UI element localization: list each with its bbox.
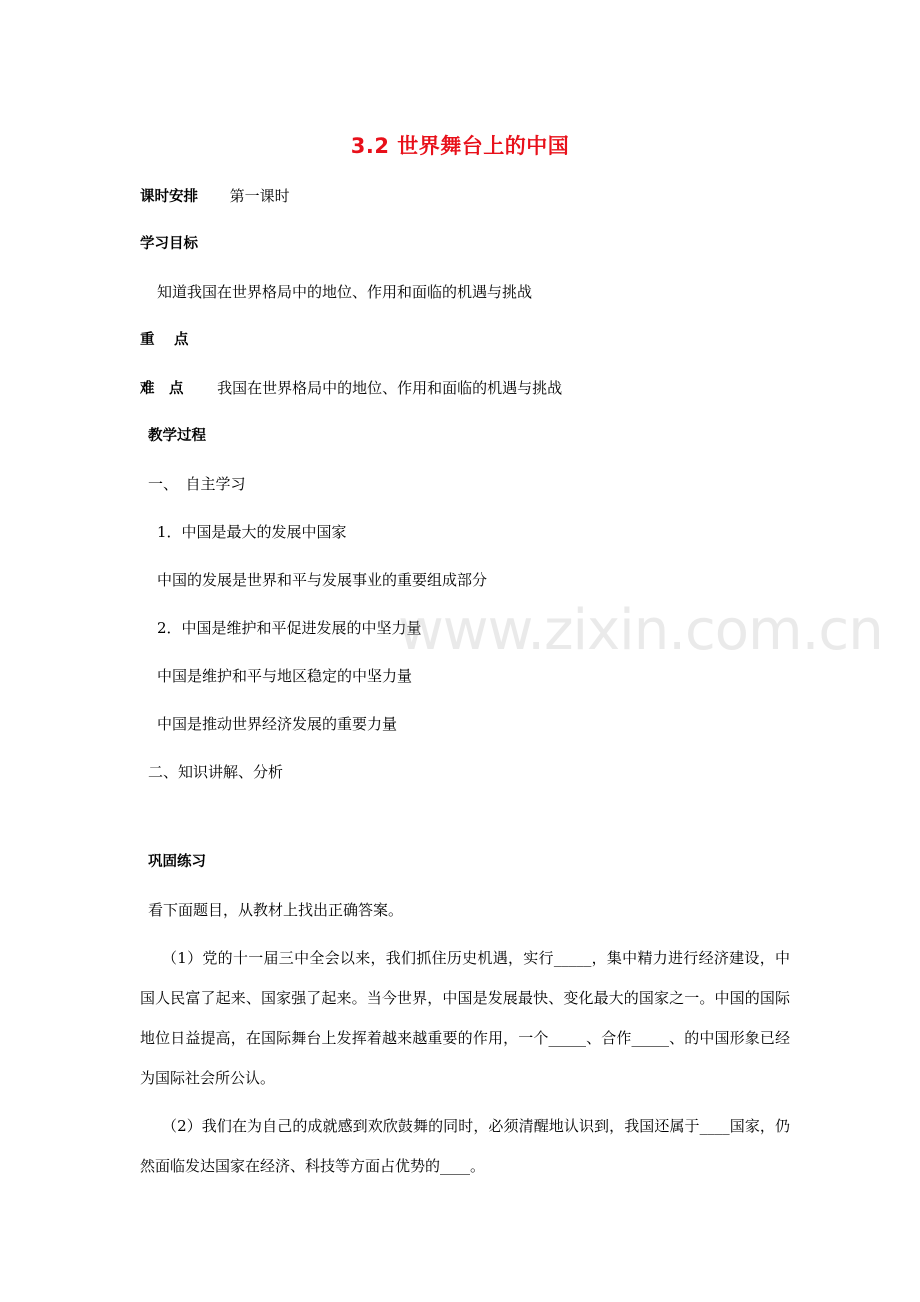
question-2-text: （2）我们在为自己的成就感到欢欣鼓舞的同时，必须清醒地认识到，我国还属于____国家，仍然面临发达国家在经济、科技等方面占优势的____。 — [140, 1117, 790, 1175]
schedule-label: 课时安排 — [140, 189, 198, 205]
objective-label: 学习目标 — [140, 236, 198, 252]
schedule-value: 第一课时 — [229, 187, 290, 205]
watermark: www.zixin.com.cn — [398, 598, 883, 663]
page-title: 3.2 世界舞台上的中国 — [350, 134, 570, 158]
practice-intro: 看下面题目，从教材上找出正确答案。 — [148, 901, 404, 919]
section2-heading: 二、知识讲解、分析 — [148, 763, 284, 781]
question-2 — [140, 1106, 790, 1186]
section1-item: 2．中国是维护和平促进发展的中坚力量 — [157, 619, 422, 637]
section1-item: 中国的发展是世界和平与发展事业的重要组成部分 — [157, 571, 488, 589]
difficulty-row — [140, 378, 562, 399]
practice-heading: 巩固练习 — [148, 854, 206, 870]
section1-heading: 一、 自主学习 — [148, 475, 246, 493]
section1-item: 1．中国是最大的发展中国家 — [157, 523, 347, 541]
section1-item: 中国是推动世界经济发展的重要力量 — [157, 715, 398, 733]
question-1 — [140, 938, 790, 1098]
question-1-text: （1）党的十一届三中全会以来，我们抓住历史机遇，实行_____，集中精力进行经济建设，中国人民富了起来、国家强了起来。当今世界，中国是发展最快、变化最大的国家之一。中国的国际地位日益提高，在国际舞台上发挥着越来越重要的作用，一个_____、合作_____、的中国形象已经为国际社会所公认。 — [140, 949, 790, 1087]
difficulty-label: 难 点 — [140, 381, 184, 397]
schedule-row — [140, 186, 290, 207]
section1-item: 中国是维护和平与地区稳定的中坚力量 — [157, 667, 413, 685]
difficulty-text: 我国在世界格局中的地位、作用和面临的机遇与挑战 — [217, 379, 563, 397]
key-point-label: 重 点 — [140, 332, 189, 348]
objective-text: 知道我国在世界格局中的地位、作用和面临的机遇与挑战 — [157, 283, 533, 301]
process-label: 教学过程 — [148, 428, 206, 444]
